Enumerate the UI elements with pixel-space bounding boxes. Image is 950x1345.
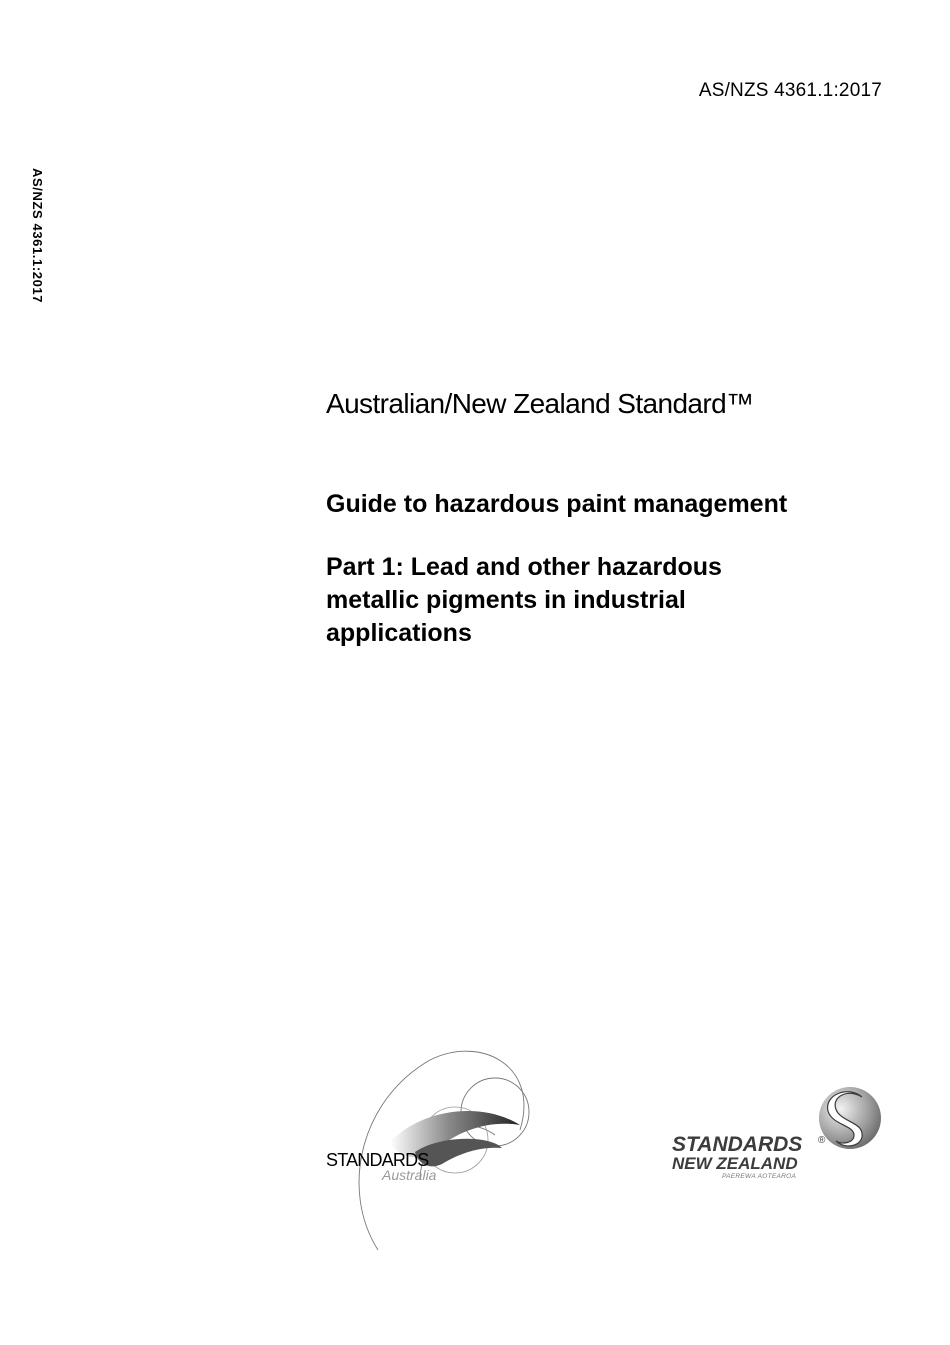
standards-australia-logo (320, 1040, 560, 1265)
snz-name-line1: STANDARDS (672, 1133, 803, 1156)
logo-sa-name: STANDARDS (326, 1150, 429, 1170)
standard-type-heading: Australian/New Zealand Standard™ (326, 388, 754, 419)
document-title: Guide to hazardous paint management (326, 490, 788, 518)
snz-maori-name: PAEREWA AOTEAROA (722, 1173, 797, 1180)
snz-registered-mark: ® (818, 1135, 826, 1146)
standards-new-zealand-logo (668, 1083, 888, 1183)
document-subtitle: Part 1: Lead and other hazardous metallic pigments in industrial applications (326, 553, 722, 647)
spine-document-number: AS/NZS 4361.1:2017 (30, 168, 45, 304)
snz-name-line2: NEW ZEALAND (672, 1154, 798, 1173)
document-number: AS/NZS 4361.1:2017 (698, 80, 882, 101)
snz-emblem-circle (819, 1087, 881, 1149)
logo-sa-sub: Australia (382, 1167, 437, 1183)
